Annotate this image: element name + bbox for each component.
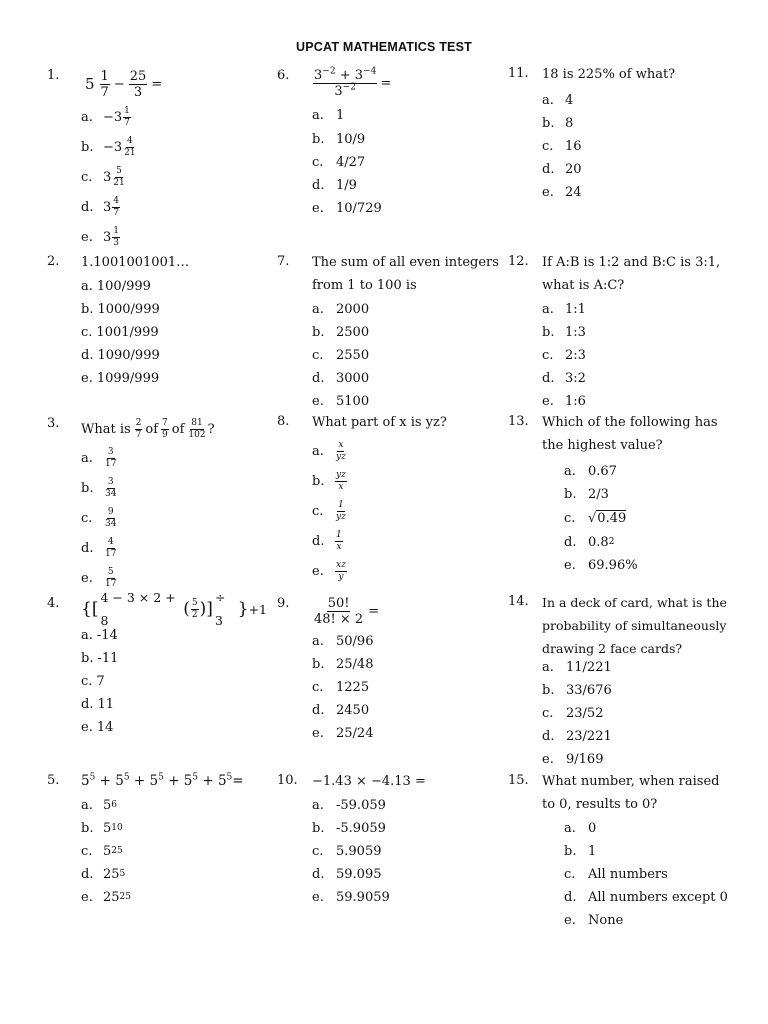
question-6 xyxy=(277,66,487,226)
option-e[interactable]: e. 59.9059 xyxy=(312,889,390,905)
question-number: 9. xyxy=(277,596,290,611)
option-e[interactable]: e. 25 25 xyxy=(81,889,131,905)
option-b[interactable]: b. -11 xyxy=(81,650,119,666)
question-stem: {[ 4 − 3 × 2 + 8 ( $\frac{5}{2}$ ) ] ÷ 3 } +1 xyxy=(81,590,267,628)
question-stem: What is $\frac{2}{7}$ of $\frac{7}{9}$ of $\frac{81}{102}$ ? xyxy=(81,417,215,440)
option-d[interactable]: d. 20 xyxy=(542,161,582,177)
option-a[interactable]: a. $\frac{3}{17}$ xyxy=(81,446,117,469)
option-e[interactable]: e. 69.96% xyxy=(564,557,638,573)
option-b[interactable]: b. −3 $\frac{4}{21}$ xyxy=(81,135,136,158)
question-number: 13. xyxy=(508,414,529,429)
option-d[interactable]: d. 59.095 xyxy=(312,866,382,882)
question-8 xyxy=(277,414,487,594)
option-a[interactable]: a. 2000 xyxy=(312,301,370,317)
option-d[interactable]: d. 25 5 xyxy=(81,866,126,882)
option-a[interactable]: a. −3 $\frac{1}{7}$ xyxy=(81,105,130,128)
option-c[interactable]: c. 2:3 xyxy=(542,347,586,363)
question-stem: In a deck of card, what is the probability of simultaneously drawing 2 face cards? xyxy=(542,595,727,656)
question-stem: What number, when raised to 0, results to 0? xyxy=(542,774,720,812)
option-b[interactable]: b. 1:3 xyxy=(542,324,586,340)
option-b[interactable]: b. 5 10 xyxy=(81,820,123,836)
question-stem: 5 $\frac{1}{7}$ − $\frac{25}{3}$ = xyxy=(85,68,163,100)
option-c[interactable]: c. 2550 xyxy=(312,347,370,363)
option-c[interactable]: c. √ 0.49 xyxy=(564,510,627,526)
question-stem: $\frac{50!}{48! \times 2}$ = xyxy=(314,595,380,627)
option-b[interactable]: b. 1000/999 xyxy=(81,301,160,317)
question-number: 8. xyxy=(277,414,290,429)
option-c[interactable]: c. $\frac{1}{yz}$ xyxy=(312,499,346,522)
option-d[interactable]: d. All numbers except 0 xyxy=(564,889,728,905)
question-stem: 18 is 225% of what? xyxy=(542,67,676,82)
page-title: UPCAT MATHEMATICS TEST xyxy=(296,40,472,54)
question-stem: 1.1001001001… xyxy=(81,255,190,270)
question-stem: If A:B is 1:2 and B:C is 3:1, what is A:C? xyxy=(542,255,721,293)
option-d[interactable]: d. 2450 xyxy=(312,702,370,718)
option-b[interactable]: b. $\frac{3}{34}$ xyxy=(81,476,117,499)
option-a[interactable]: a. 4 xyxy=(542,92,574,108)
question-number: 2. xyxy=(47,254,60,269)
option-a[interactable]: a. -14 xyxy=(81,627,118,643)
question-stem: −1.43 × −4.13 = xyxy=(312,774,426,789)
option-a[interactable]: a. 0.67 xyxy=(564,463,617,479)
question-number: 4. xyxy=(47,596,60,611)
option-c[interactable]: c. 16 xyxy=(542,138,582,154)
option-e[interactable]: e. $\frac{5}{17}$ xyxy=(81,566,117,589)
option-c[interactable]: c. 7 xyxy=(81,673,105,689)
option-e[interactable]: e. 1099/999 xyxy=(81,370,160,386)
option-d[interactable]: d. 3:2 xyxy=(542,370,586,386)
option-b[interactable]: b. 1 xyxy=(564,843,597,859)
option-d[interactable]: d. $\frac{4}{17}$ xyxy=(81,536,117,559)
question-7 xyxy=(277,254,502,414)
option-a[interactable]: a. 50/96 xyxy=(312,633,374,649)
question-stem: $5^5 + 5^5 + 5^5 + 5^5 + 5^5=$ xyxy=(81,772,244,789)
option-b[interactable]: b. $\frac{yz}{x}$ xyxy=(312,469,346,492)
option-b[interactable]: b. 2500 xyxy=(312,324,370,340)
question-12 xyxy=(508,254,738,414)
option-e[interactable]: e. 25/24 xyxy=(312,725,374,741)
question-number: 12. xyxy=(508,254,529,269)
option-d[interactable]: d. 3 $\frac{4}{7}$ xyxy=(81,195,120,218)
option-d[interactable]: d. 23/221 xyxy=(542,728,612,744)
option-c[interactable]: c. $\frac{9}{34}$ xyxy=(81,506,117,529)
option-e[interactable]: e. $\frac{xz}{y}$ xyxy=(312,559,346,582)
option-b[interactable]: b. -5.9059 xyxy=(312,820,386,836)
option-b[interactable]: b. 8 xyxy=(542,115,574,131)
option-c[interactable]: c. 5 25 xyxy=(81,843,123,859)
option-e[interactable]: e. 1:6 xyxy=(542,393,586,409)
option-b[interactable]: b. 10/9 xyxy=(312,131,366,147)
option-b[interactable]: b. 2/3 xyxy=(564,486,609,502)
question-2 xyxy=(47,254,257,394)
option-e[interactable]: e. None xyxy=(564,912,624,928)
option-a[interactable]: a. 100/999 xyxy=(81,278,151,294)
option-e[interactable]: e. 3 $\frac{1}{3}$ xyxy=(81,225,120,248)
option-a[interactable]: a. 0 xyxy=(564,820,597,836)
option-d[interactable]: d. 11 xyxy=(81,696,115,712)
option-a[interactable]: a. $\frac{x}{yz}$ xyxy=(312,439,346,462)
option-d[interactable]: d. 0.8 2 xyxy=(564,534,615,550)
question-number: 1. xyxy=(47,68,60,83)
question-stem: Which of the following has the highest value? xyxy=(542,415,718,453)
question-13 xyxy=(508,414,738,584)
question-9 xyxy=(277,594,487,754)
question-3 xyxy=(47,414,262,594)
question-14 xyxy=(508,594,738,774)
question-number: 5. xyxy=(47,773,60,788)
option-a[interactable]: a. 5 6 xyxy=(81,797,118,813)
option-b[interactable]: b. 25/48 xyxy=(312,656,374,672)
question-number: 7. xyxy=(277,254,290,269)
question-number: 11. xyxy=(508,66,529,81)
question-stem: $\frac{3^{-2} + 3^{-4}}{3^{-2}}$ = xyxy=(314,66,392,99)
option-d[interactable]: d. 3000 xyxy=(312,370,370,386)
option-c[interactable]: c. 3 $\frac{5}{21}$ xyxy=(81,165,125,188)
option-a[interactable]: a. 1:1 xyxy=(542,301,586,317)
option-e[interactable]: e. 14 xyxy=(81,719,114,735)
question-number: 14. xyxy=(508,594,529,609)
option-c[interactable]: c. All numbers xyxy=(564,866,668,882)
question-number: 10. xyxy=(277,773,298,788)
question-15 xyxy=(508,773,758,943)
option-d[interactable]: d. 1/9 xyxy=(312,177,357,193)
option-d[interactable]: d. 1090/999 xyxy=(81,347,160,363)
option-e[interactable]: e. 24 xyxy=(542,184,582,200)
option-e[interactable]: e. 5100 xyxy=(312,393,370,409)
option-e[interactable]: e. 10/729 xyxy=(312,200,382,216)
question-1 xyxy=(47,66,247,251)
question-number: 6. xyxy=(277,68,290,83)
option-d[interactable]: d. $\frac{1}{x}$ xyxy=(312,529,342,552)
option-c[interactable]: c. 1001/999 xyxy=(81,324,159,340)
question-10 xyxy=(277,773,487,923)
question-number: 15. xyxy=(508,773,529,788)
question-11 xyxy=(508,66,738,206)
question-number: 3. xyxy=(47,416,60,431)
question-4 xyxy=(47,590,267,744)
option-e[interactable]: e. 9/169 xyxy=(542,751,604,767)
option-c[interactable]: c. 23/52 xyxy=(542,705,604,721)
option-c[interactable]: c. 4/27 xyxy=(312,154,366,170)
option-c[interactable]: c. 1225 xyxy=(312,679,370,695)
option-a[interactable]: a. -59.059 xyxy=(312,797,386,813)
question-5 xyxy=(47,773,267,923)
option-b[interactable]: b. 33/676 xyxy=(542,682,612,698)
option-a[interactable]: a. 1 xyxy=(312,107,345,123)
question-stem: What part of x is yz? xyxy=(312,415,447,430)
option-a[interactable]: a. 11/221 xyxy=(542,659,612,675)
question-stem: The sum of all even integers from 1 to 100 is xyxy=(312,255,499,293)
option-c[interactable]: c. 5.9059 xyxy=(312,843,382,859)
